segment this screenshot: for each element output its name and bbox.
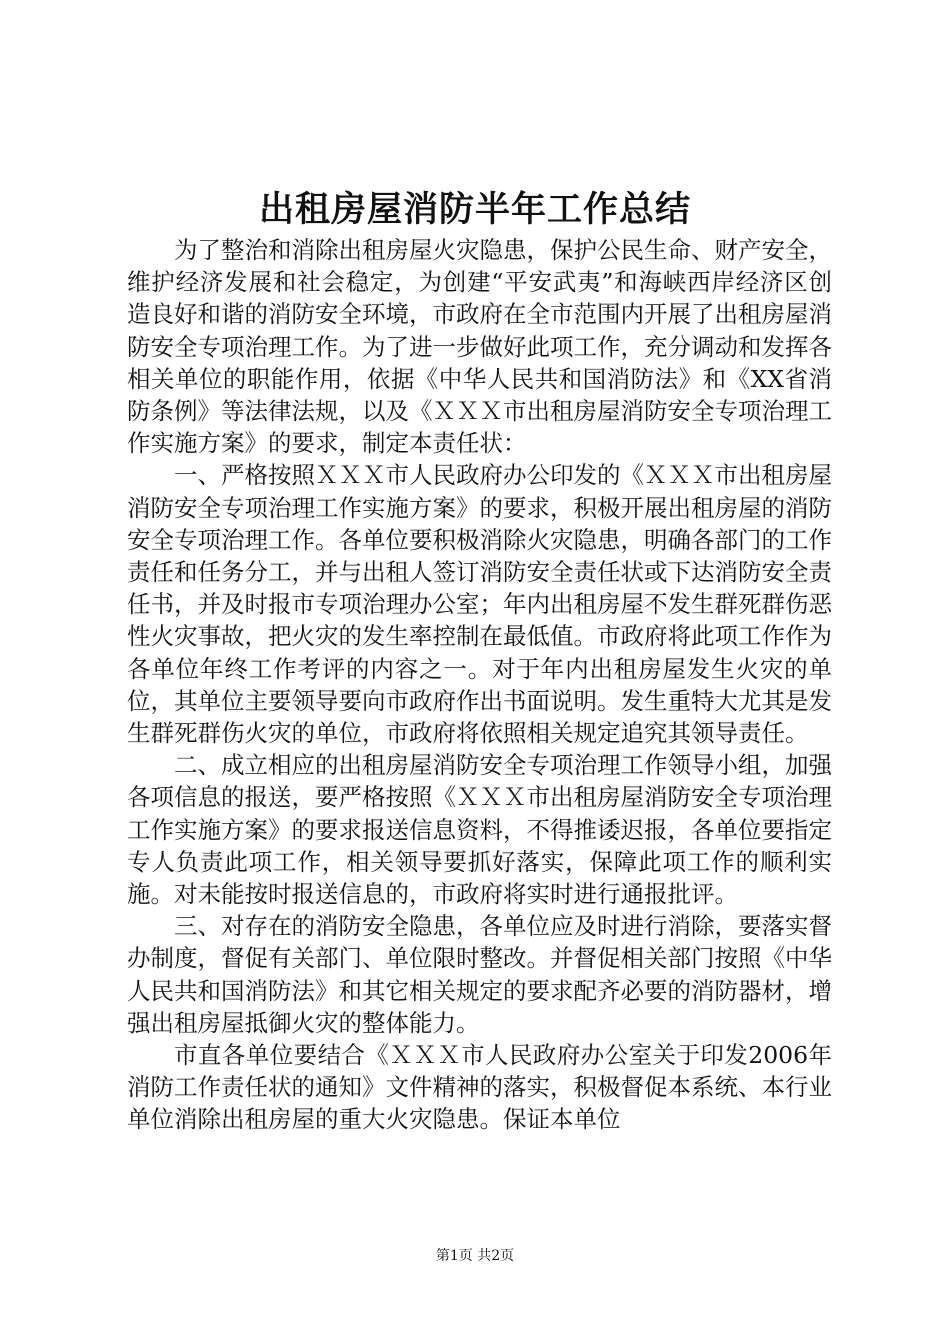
paragraph-item-1: 一、严格按照ＸＸＸ市人民政府办公印发的《ＸＸＸ市出租房屋消防安全专项治理工作实施方案》的要求，积极开展出租房屋的消防安全专项治理工作。各单位要积极消除火灾隐患，明确各部门的工作责任和任务分工，并与出租人签订消防安全责任状或下达消防安全责任书，并及时报市专项治理办公室；年内出租房屋不发生群死群伤恶性火灾事故，把火灾的发生率控制在最低值。市政府将此项工作作为各单位年终工作考评的内容之一。对于年内出租房屋发生火灾的单位，其单位主要领导要向市政府作出书面说明。发生重特大尤其是发生群死群伤火灾的单位，市政府将依照相关规定追究其领导责任。 [127,461,832,748]
paragraph-closing: 市直各单位要结合《ＸＸＸ市人民政府办公室关于印发2006年消防工作责任状的通知》文件精神的落实，积极督促本系统、本行业单位消除出租房屋的重大火灾隐患。保证本单位 [127,1041,832,1134]
paragraph-item-3: 三、对存在的消防安全隐患，各单位应及时进行消除，要落实督办制度，督促有关部门、单位限时整改。并督促相关部门按照《中华人民共和国消防法》和其它相关规定的要求配齐必要的消防器材，增强出租房屋抵御火灾的整体能力。 [127,912,832,1037]
paragraph-intro: 为了整治和消除出租房屋火灾隐患，保护公民生命、财产安全，维护经济发展和社会稳定，为创建“平安武夷”和海峡西岸经济区创造良好和谐的消防安全环境，市政府在全市范围内开展了出租房屋消防安全专项治理工作。为了进一步做好此项工作，充分调动和发挥各相关单位的职能作用，依据《中华人民共和国消防法》和《XX省消防条例》等法律法规，以及《ＸＸＸ市出租房屋消防安全专项治理工作实施方案》的要求，制定本责任状： [127,236,832,458]
page-number-footer: 第1页 共2页 [435,1248,515,1264]
document-title: 出租房屋消防半年工作总结 [258,189,691,230]
paragraph-item-2: 二、成立相应的出租房屋消防安全专项治理工作领导小组，加强各项信息的报送，要严格按照《ＸＸＸ市出租房屋消防安全专项治理工作实施方案》的要求报送信息资料，不得推诿迟报，各单位要指定专人负责此项工作，相关领导要抓好落实，保障此项工作的顺利实施。对未能按时报送信息的，市政府将实时进行通报批评。 [127,751,832,909]
document-body [127,234,832,1136]
